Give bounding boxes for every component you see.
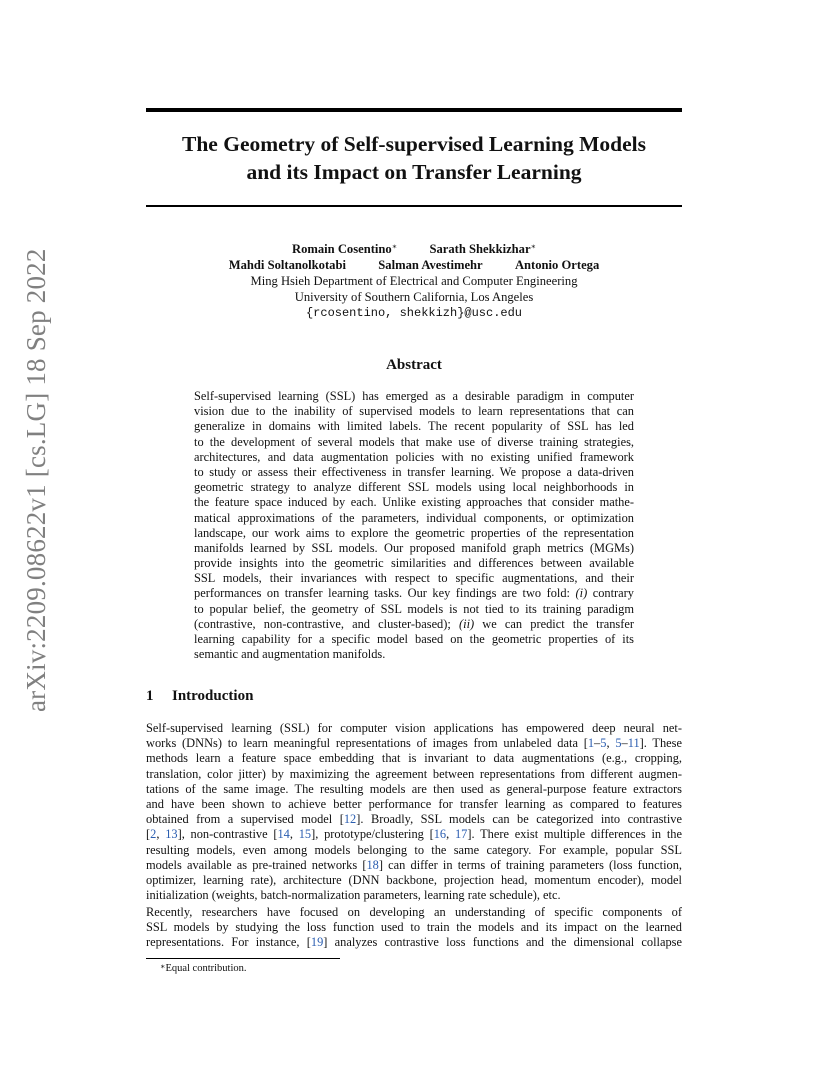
paragraph-line: [2, 13], non-contrastive [14, 15], prototype/clustering [16, 17]. There exist multiple differences in the — [146, 827, 682, 842]
paragraph-line: Recently, researchers have focused on developing an understanding of specific components of — [146, 905, 682, 919]
abstract-line: (contrastive, non-contrastive, and cluster-based); (ii) we can predict the transfer — [194, 616, 634, 631]
author-row-1 — [146, 241, 682, 257]
abstract-line: to study or assess their effectiveness in transfer learning. We propose a data-driven — [194, 464, 634, 479]
citation-link[interactable]: 1 — [587, 736, 595, 751]
abstract-body — [194, 389, 634, 662]
paragraph-line: initialization (weights, batch-normalization parameters, learning rate schedule), etc. — [146, 888, 561, 903]
abstract-line: learning capability for a specific model based on the geometric properties of its — [194, 632, 634, 646]
citation-link[interactable]: 15 — [298, 827, 312, 842]
title-line-2: and its Impact on Transfer Learning — [246, 160, 582, 184]
author-name: Romain Cosentino — [291, 242, 392, 256]
section-title: Introduction — [172, 688, 254, 704]
paragraph-line: SSL models by studying the loss function used to train the models and its impact on the learned — [146, 920, 682, 935]
citation-link[interactable]: 2 — [150, 827, 157, 842]
author-name: Salman Avestimehr — [378, 258, 483, 272]
abstract-line: provide insights into the geometric similarities and differences between available — [194, 556, 634, 571]
abstract-line: Self-supervised learning (SSL) has emerged as a desirable paradigm in computer — [194, 389, 634, 403]
affiliation-department: Ming Hsieh Department of Electrical and Computer Engineering — [250, 274, 578, 288]
section-heading-introduction — [146, 686, 253, 706]
arxiv-identifier-stamp: arXiv:2209.08622v1 [cs.LG] 18 Sep 2022 — [21, 248, 51, 712]
paper-title — [146, 130, 682, 186]
paragraph-line: models available as pre-trained networks [18] can differ in terms of training parameters (loss function, — [146, 857, 683, 872]
citation-link[interactable]: 12 — [343, 812, 357, 827]
citation-link[interactable]: 19 — [310, 935, 324, 950]
citation-link[interactable]: 13 — [165, 827, 178, 842]
citation-link[interactable]: 17 — [454, 827, 468, 842]
title-top-rule — [146, 108, 682, 112]
footnote-rule — [146, 958, 340, 959]
abstract-line: matical approximations of the parameters, individual components, or optimization — [194, 510, 634, 525]
paragraph-line: Self-supervised learning (SSL) for computer vision applications has empowered deep neural net- — [146, 721, 682, 735]
author-name: Mahdi Soltanolkotabi — [228, 258, 346, 272]
introduction-paragraph-2 — [146, 905, 682, 951]
citation-link[interactable]: 18 — [366, 857, 379, 872]
abstract-line: architectures, and data augmentation policies with no existing unified framework — [194, 449, 634, 464]
author-name: Sarath Shekkizhar — [429, 242, 531, 256]
introduction-paragraph-1 — [146, 721, 682, 903]
abstract-line: to the development of several models that make use of diverse training strategies, — [194, 434, 634, 449]
paragraph-line: resulting models, even among models belonging to the same category. For example, popular SSL — [146, 842, 682, 857]
paragraph-line: methods learn a feature space embedding that is invariant to data augmentations (e.g., cropping, — [146, 751, 682, 766]
citation-link[interactable]: 11 — [627, 736, 640, 751]
paragraph-line: obtained from a supervised model [12]. Broadly, SSL models can be categorized into contrastive — [146, 812, 682, 827]
abstract-line: performances on transfer learning tasks. Our key findings are two fold: (i) contrary — [194, 586, 634, 601]
paragraph-line: representations. For instance, [19] analyzes contrastive loss functions and the dimensional collapse — [146, 935, 682, 950]
abstract-line: geometric strategy to analyze different SSL models using local neighborhoods in — [194, 480, 634, 495]
equal-contribution-mark: ∗ — [530, 242, 537, 251]
abstract-line: landscape, our work aims to explore the geometric properties of the representation — [194, 525, 634, 540]
abstract-line: semantic and augmentation manifolds. — [194, 647, 386, 662]
paragraph-line: tations of the same image. The resulting models are then used as general-purpose feature extractors — [146, 781, 682, 796]
citation-link[interactable]: 5 — [615, 736, 622, 751]
title-bottom-rule — [146, 205, 682, 207]
paragraph-line: and have been shown to achieve better performance for transfer learning as compared to features — [146, 796, 682, 811]
paragraph-line: works (DNNs) to learn meaningful representations of images from unlabeled data [1–5, 5–11]. These — [146, 736, 683, 751]
footnote-mark: ∗ — [160, 962, 166, 971]
abstract-line: the feature space induced by each. Unlike existing approaches that consider mathe- — [194, 495, 634, 510]
affiliation-university: University of Southern California, Los Angeles — [294, 290, 534, 304]
title-line-1: The Geometry of Self-supervised Learning Models — [182, 132, 646, 156]
abstract-heading: Abstract — [386, 357, 442, 373]
author-name: Antonio Ortega — [514, 258, 600, 272]
footnote — [160, 962, 247, 975]
citation-link[interactable]: 14 — [277, 827, 290, 842]
author-emails: {rcosentino, shekkizh}@usc.edu — [305, 306, 523, 320]
abstract-line: manifolds learned by SSL models. Our proposed manifold graph metrics (MGMs) — [194, 540, 634, 555]
paragraph-line: translation, color jitter) by maximizing the agreement between representations from different augmen- — [146, 766, 682, 781]
equal-contribution-mark: ∗ — [391, 242, 398, 251]
author-block — [146, 241, 682, 321]
section-number: 1 — [146, 688, 154, 704]
abstract-line: SSL models, their invariances with respect to specific augmentations, and their — [194, 571, 634, 586]
abstract-line: vision due to the inability of supervised models to learn representations that can — [194, 404, 634, 419]
paragraph-line: optimizer, learning rate), architecture (DNN backbone, projection head, momentum encoder), model — [146, 872, 682, 887]
author-row-2 — [146, 257, 682, 273]
footnote-text: Equal contribution. — [165, 963, 247, 974]
abstract-line: to popular belief, the geometry of SSL models is not tied to its training paradigm — [194, 601, 634, 616]
abstract-line: generalize in domains with limited labels. The recent popularity of SSL has led — [194, 419, 634, 434]
citation-link[interactable]: 5 — [600, 736, 607, 751]
citation-link[interactable]: 16 — [433, 827, 447, 842]
